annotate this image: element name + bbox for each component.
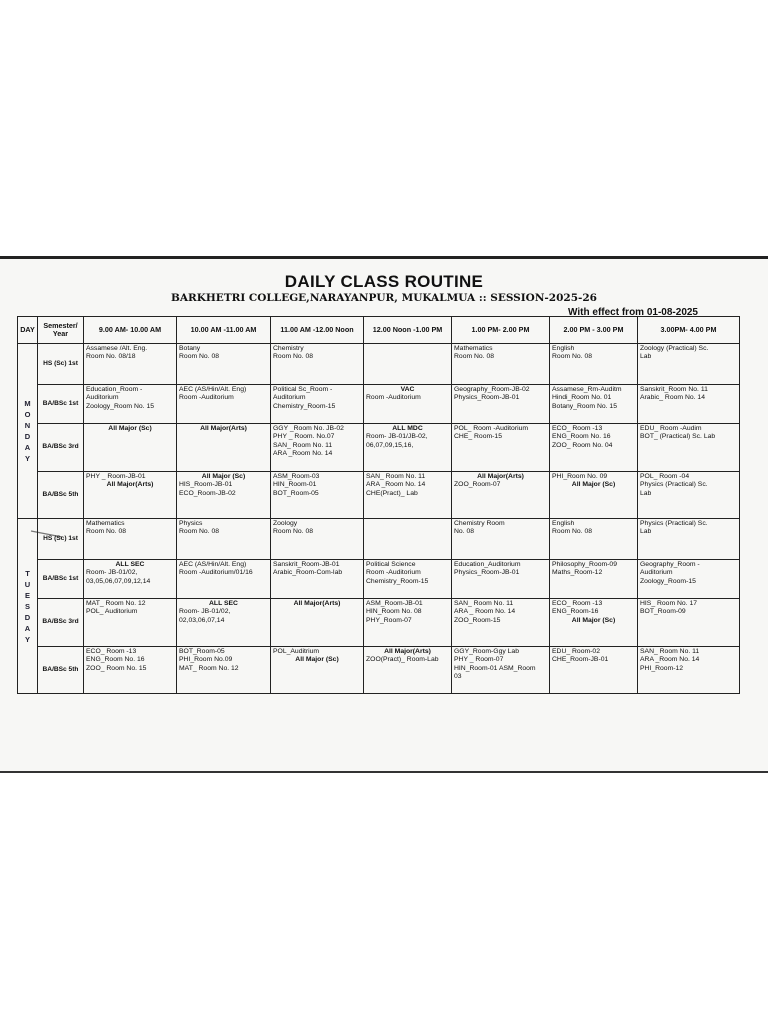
class-entry: POL_ Room -Auditorium [454,425,529,432]
class-entry: Zoology (Practical) Sc. [640,345,709,352]
class-cell [177,472,271,519]
class-entry: ALL SEC [115,561,145,568]
class-entry: ZOO_ Room No. 04 [552,441,613,449]
class-entry: Room -Auditorium/01/16 [179,569,253,577]
class-cell [364,472,452,519]
college-subtitle: BARKHETRI COLLEGE,NARAYANPUR, MUKALMUA :: SESSION-2025-26 [171,292,597,304]
table-row [18,647,740,694]
class-entry: ECO_ Room -13 [552,600,603,607]
class-cell [177,647,271,694]
class-cell [550,519,638,560]
class-cell [364,385,452,424]
class-entry: CHE_Room-JB-01 [552,656,609,664]
table-row [18,424,740,472]
class-cell [550,647,638,694]
day-letter: D [24,612,31,622]
class-entry: Assamese /Alt. Eng. [86,345,148,352]
class-entry: EDU_ Room -Audim [640,425,702,432]
class-entry: Physics_Room-JB-01 [454,394,520,402]
col-header-slot-1: 9.00 AM- 10.00 AM [84,317,177,344]
col-header-slot-2: 10.00 AM -11.00 AM [177,317,271,344]
class-entry: ENG_Room-16 [552,608,599,616]
class-cell [364,344,452,385]
class-entry: PHY_Room-07 [366,616,412,624]
class-entry: Chemistry_Room-15 [273,402,336,410]
class-entry: All Major(Arts) [106,481,154,489]
class-entry: Hindi_Room No. 01 [552,394,612,402]
class-cell [271,385,364,424]
day-letter: U [24,579,31,589]
class-entry: Room No. 08 [273,353,314,361]
class-cell [550,385,638,424]
class-entry: Room No. 08 [273,528,314,536]
class-entry: All Major(Arts) [200,425,247,432]
class-entry: BOT_ (Practical) Sc. Lab [640,433,716,441]
class-cell [452,424,550,472]
day-letter: Y [24,634,30,644]
class-entry: Chemistry Room [454,520,505,527]
class-entry: 02,03,06,07,14 [179,616,225,624]
class-cell [638,344,740,385]
class-entry: All Major (Sc) [201,473,246,480]
class-entry: POL_Auditrium [273,648,320,655]
class-entry: AEC (AS/Hin/Alt. Eng) [179,386,247,393]
class-entry: Botany_Room No. 15 [552,402,617,410]
class-cell [177,424,271,472]
header-row [18,317,740,344]
class-entry: ASM_Room-JB-01 [366,600,423,607]
day-cell [18,519,38,694]
class-entry: Room No. 08 [179,353,220,361]
class-entry: PHY _ Room-07 [454,656,504,664]
class-entry: All Major (Sc) [571,616,616,624]
class-entry: Lab [640,528,652,536]
class-entry: Botany [179,345,201,352]
col-header-slot-3: 11.00 AM -12.00 Noon [271,317,364,344]
class-entry: SAN_ Room No. 11 [366,473,426,480]
class-entry: AEC (AS/Hin/Alt. Eng) [179,561,247,568]
class-cell [452,560,550,599]
day-letter: N [24,421,31,430]
day-letter: T [25,568,30,578]
class-entry: PHI_Room-12 [640,664,684,672]
class-entry: PHY _ Room-JB-01 [86,473,146,480]
class-cell [84,344,177,385]
day-letter: A [24,443,31,452]
class-entry: Philosophy_Room-09 [552,561,617,568]
day-letter: A [24,623,31,633]
table-row [18,472,740,519]
class-cell [271,519,364,560]
routine-table [17,316,740,694]
class-entry: Maths_Room-12 [552,569,603,577]
page-title: DAILY CLASS ROUTINE [284,272,484,291]
class-entry: Room- JB-01/02, [86,569,138,577]
class-entry: Lab [640,353,652,361]
class-entry: EDU_ Room-02 [552,648,600,655]
class-entry: ENG_Room No. 16 [86,656,145,664]
class-entry: Physics [179,520,203,527]
table-row [18,344,740,385]
semester-cell: BA/BSc 1st [38,385,84,424]
class-entry: All Major(Arts) [293,600,341,607]
class-entry: Assamese_Rm-Auditm [552,386,622,393]
semester-cell: BA/BSc 1st [38,560,84,599]
class-entry: Education_Room - [86,386,143,393]
class-entry: ECO_ Room -13 [552,425,603,432]
class-cell [550,560,638,599]
class-cell [452,344,550,385]
class-entry: CHE_ Room-15 [454,433,502,441]
class-entry: POL_ Room -04 [640,473,690,480]
class-entry: Geography_Room-JB-02 [454,386,530,393]
day-letter: Y [24,454,30,463]
class-entry: MAT_ Room No. 12 [86,600,146,607]
class-entry: Room No. 08 [552,353,593,361]
class-entry: ALL SEC [209,600,238,607]
class-cell [84,599,177,647]
semester-cell: BA/BSc 3rd [38,599,84,647]
class-entry: All Major (Sc) [108,425,152,432]
class-cell [550,599,638,647]
class-entry: ENG_Room No. 16 [552,433,611,441]
class-entry: Room No. 08/18 [86,353,136,361]
class-cell [550,472,638,519]
class-entry: Room- JB-01/02, [179,608,231,616]
class-entry: Auditorium [273,394,306,402]
table-row [18,599,740,647]
table-row [18,519,740,560]
class-entry: MAT_ Room No. 12 [179,664,239,672]
class-entry: PHI_Room No. 09 [552,473,608,480]
class-cell [452,385,550,424]
class-entry: Room -Auditorium [366,394,421,402]
class-entry: Physics (Practical) Sc. [640,520,708,527]
class-entry: All Major (Sc) [295,656,339,664]
class-entry: ECO_ Room -13 [86,648,137,655]
class-entry: Political Sc_Room - [273,386,333,393]
class-entry: Geography_Room - [640,561,700,568]
class-entry: ARA _Room No. 14 [273,450,333,458]
class-entry: Room -Auditorium [179,394,234,402]
class-cell [84,424,177,472]
class-cell [177,344,271,385]
class-cell [452,519,550,560]
class-entry: HIS_Room-JB-01 [179,481,233,489]
class-cell [177,519,271,560]
semester-cell: BA/BSc 5th [38,647,84,694]
class-entry: SAN_ Room No. 11 [640,648,700,655]
day-letter: O [24,410,31,419]
class-entry: Auditorium [86,394,119,402]
class-cell [364,424,452,472]
class-cell [271,344,364,385]
table-row [18,560,740,599]
semester-cell: HS (Sc) 1st [38,519,84,560]
class-entry: Lab [640,489,652,497]
class-cell [452,647,550,694]
class-entry: 03,05,06,07,09,12,14 [86,577,151,585]
class-cell [271,424,364,472]
class-entry: Physics_Room-JB-01 [454,569,520,577]
class-cell [638,599,740,647]
col-header-slot-7: 3.00PM- 4.00 PM [638,317,740,344]
table-row [18,385,740,424]
class-entry: SAN_ Room No. 11 [273,441,333,449]
semester-cell: BA/BSc 3rd [38,424,84,472]
class-entry: ALL MDC [392,425,423,432]
class-cell [84,647,177,694]
effective-date: With effect from 01-08-2025 [568,307,698,318]
class-entry: 06,07,09,15,16, [366,441,414,449]
class-entry: BOT_Room-05 [273,489,319,497]
class-entry: Arabic_ Room No. 14 [640,394,705,402]
class-cell [364,647,452,694]
class-entry: Chemistry [273,345,304,352]
class-entry: All Major (Sc) [571,481,616,489]
class-cell [638,560,740,599]
day-letter: D [24,432,31,441]
class-entry: Room -Auditorium [366,569,421,577]
class-entry: Physics (Practical) Sc. [640,481,708,489]
class-entry: Room- JB-01/JB-02, [366,433,428,441]
class-entry: Sanskrit_Room No. 11 [640,386,708,393]
class-entry: ARA _Room No. 14 [640,656,700,664]
col-header-slot-6: 2.00 PM - 3.00 PM [550,317,638,344]
class-entry: GGY _Room No. JB-02 [273,425,344,432]
class-cell [84,472,177,519]
class-entry: ECO_Room-JB-02 [179,489,236,497]
class-entry: Room No. 08 [552,528,593,536]
class-cell [452,599,550,647]
semester-cell: BA/BSc 5th [38,472,84,519]
class-entry: PHY _ Room. No.07 [273,433,335,441]
col-header-slot-5: 1.00 PM- 2.00 PM [452,317,550,344]
col-header-slot-4: 12.00 Noon -1.00 PM [364,317,452,344]
col-header-semester: Semester/ Year [38,317,84,344]
class-cell [638,519,740,560]
class-cell [638,385,740,424]
class-entry: CHE(Pract)_ Lab [366,489,418,497]
class-cell [364,560,452,599]
class-entry: Arabic_Room-Com-lab [273,569,343,577]
class-entry: ZOO_ Room No. 15 [86,664,147,672]
class-entry: PHI_Room No.09 [179,656,233,664]
class-entry: ZOO_Room-15 [454,616,501,624]
class-entry: Zoology_Room No. 15 [86,402,155,410]
class-entry: Auditorium [640,569,673,577]
class-entry: Room No. 08 [454,353,495,361]
class-entry: HIN_Room No. 08 [366,608,422,616]
class-entry: POL_ Auditorium [86,608,138,616]
class-entry: HIN_Room-01 ASM_Room [454,664,536,672]
semester-cell: HS (Sc) 1st [38,344,84,385]
class-entry: Zoology_Room-15 [640,577,696,585]
day-letter: E [24,590,30,600]
class-entry: VAC [400,386,415,393]
class-entry: All Major(Arts) [384,648,431,655]
class-cell [84,519,177,560]
class-cell [364,599,452,647]
class-entry: English [552,345,575,352]
class-cell [271,647,364,694]
day-cell [18,344,38,519]
class-entry: Chemistry_Room-15 [366,577,429,585]
class-entry: No. 08 [454,528,475,536]
class-entry: SAN_ Room No. 11 [454,600,514,607]
class-cell [84,385,177,424]
class-entry: ZOO(Pract)_ Room-Lab [366,656,439,664]
class-cell [84,560,177,599]
class-cell [452,472,550,519]
day-letter: S [24,601,30,611]
class-cell [550,344,638,385]
class-entry: Mathematics [454,345,493,352]
class-entry: ARA _Room No. 14 [366,481,426,489]
class-entry: 03 [454,673,462,681]
class-entry: Room No. 08 [86,528,127,536]
class-cell [271,472,364,519]
class-entry: ZOO_Room-07 [454,481,501,489]
class-cell [638,647,740,694]
class-entry: BOT_Room-09 [640,608,686,616]
class-entry: GGY_Room-Ggy Lab [454,648,519,655]
class-entry: All Major(Arts) [477,473,524,480]
class-entry: Room No. 08 [179,528,220,536]
class-entry: Sanskrit_Room-JB-01 [273,561,340,568]
class-cell [550,424,638,472]
background-top [0,0,768,256]
class-cell [271,560,364,599]
class-cell [177,560,271,599]
class-entry: Mathematics [86,520,125,527]
class-cell [271,599,364,647]
class-cell [177,385,271,424]
class-cell [638,472,740,519]
class-entry: HIN_Room-01 [273,481,317,489]
class-cell [177,599,271,647]
day-letter: M [24,399,31,408]
class-cell [364,519,452,560]
class-entry: English [552,520,575,527]
class-entry: Zoology [273,520,298,527]
class-entry: BOT_Room-05 [179,648,225,655]
class-entry: Education_Auditorium [454,561,521,568]
routine-body [18,344,740,694]
col-header-day: DAY [18,317,38,344]
class-entry: ARA _ Room No. 14 [454,608,516,616]
class-entry: HIS_ Room No. 17 [640,600,698,607]
class-cell [638,424,740,472]
class-entry: ASM_Room-03 [273,473,320,480]
class-entry: Political Science [366,561,416,568]
